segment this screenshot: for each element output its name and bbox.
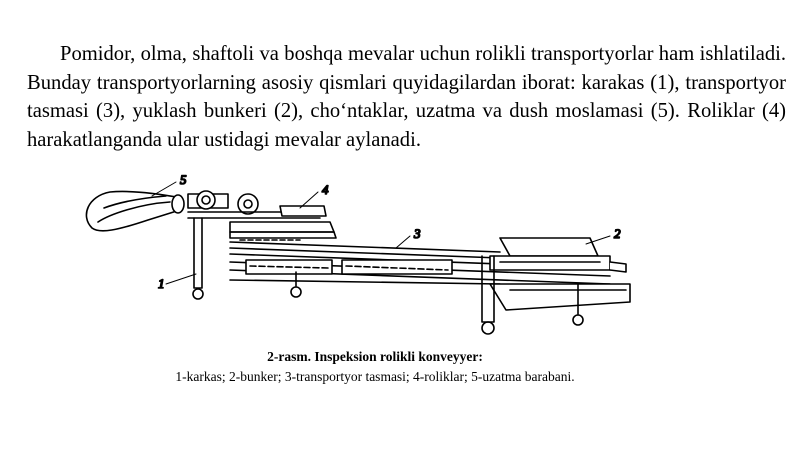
conveyor-illustration: [70, 172, 738, 340]
shower-drum: [86, 191, 184, 230]
figure-caption-title: 2-rasm. Inspeksion rolikli konveyyer:: [267, 349, 483, 364]
label-4: 4: [322, 182, 329, 197]
figure-caption-text: 1-karkas; 2-bunker; 3-transportyor tasmasi; 4-roliklar; 5-uzatma barabani.: [175, 369, 575, 384]
label-2: 2: [614, 226, 621, 241]
label-1: 1: [158, 276, 165, 291]
label-3: 3: [414, 226, 421, 241]
discharge-chute: [490, 284, 630, 310]
body-paragraph: Pomidor, olma, shaftoli va boshqa mevalar uchun rolikli transportyorlar ham ishlatiladi. Bunday transportyorlarning asosiy qismlari quyidagilardan iborat: karakas (1), transportyor tasmasi (3), yuklash bunkeri (2), cho‘ntaklar, uzatma va dush moslamasi (5). Roliklar (4) harakatlanganda ular ustidagi mevalar aylanadi.: [27, 43, 786, 151]
label-5: 5: [180, 172, 187, 187]
loading-hopper: [490, 238, 626, 272]
